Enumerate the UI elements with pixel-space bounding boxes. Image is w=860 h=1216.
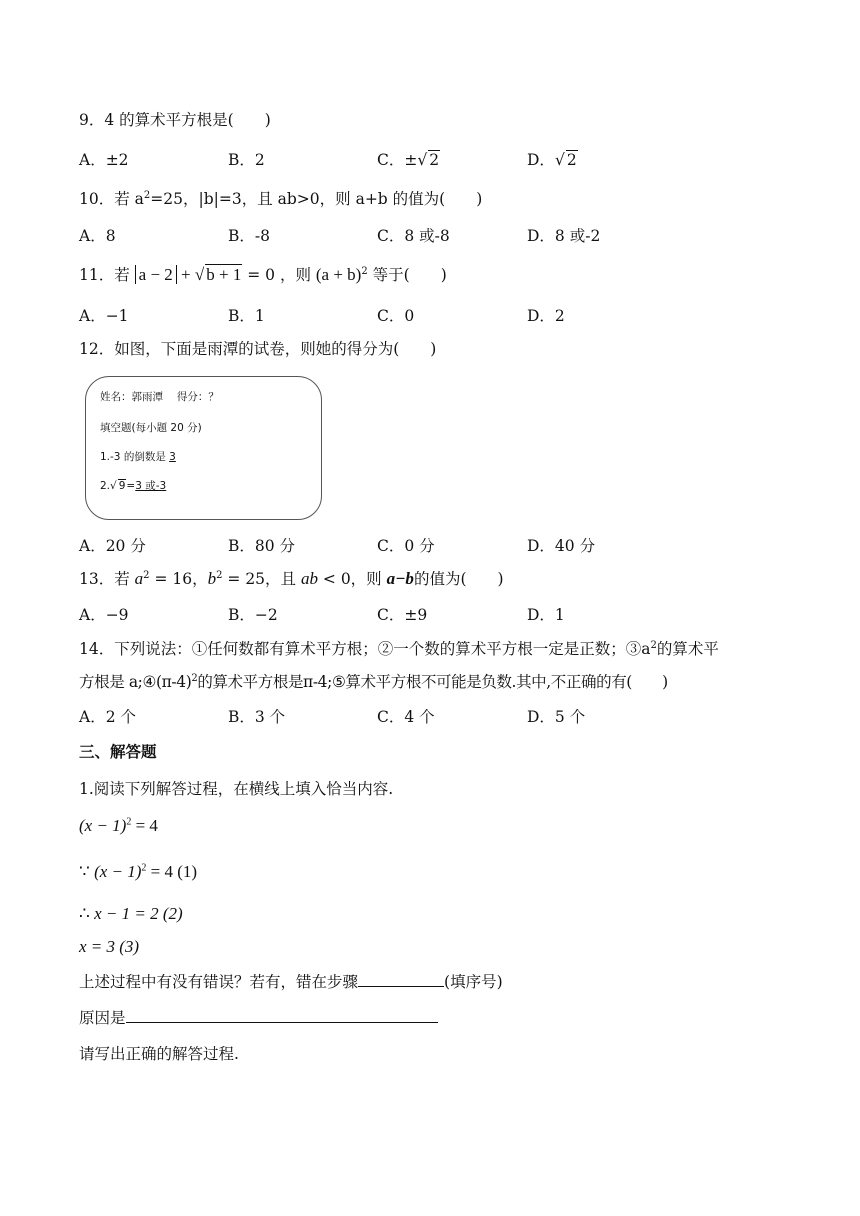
- q14-option-a: A．2 个: [79, 708, 136, 726]
- q12-option-a: A．20 分: [79, 537, 146, 555]
- error-question-suffix: (填序号): [444, 973, 503, 991]
- q10-option-d: D．8 或-2: [527, 227, 601, 245]
- q10-stem-part2: =25，|b|=3，且 ab>0，则 a+b 的值为( ): [150, 190, 483, 208]
- q11-equals: = 0 ，则: [242, 266, 316, 284]
- equation-1-sup: 2: [141, 862, 147, 874]
- q13-sup-1: 2: [143, 569, 150, 581]
- q11-stem-part2: 等于( ): [367, 266, 447, 284]
- q14-option-c: C．4 个: [377, 708, 435, 726]
- equation-0-sup: 2: [126, 816, 132, 828]
- q10-option-c: C．8 或-8: [377, 227, 450, 245]
- equation-0: [79, 815, 158, 837]
- q13-eq-1: = 16，: [149, 570, 208, 588]
- exam-paper-card: [85, 376, 322, 520]
- q13-stem-part2: 的值为( ): [413, 570, 504, 588]
- therefore-symbol: ∴: [79, 904, 95, 923]
- equation-1-lhs: (x − 1): [94, 862, 142, 881]
- sqrt-sign: √ 2: [554, 151, 577, 169]
- q13-stem: [79, 568, 504, 590]
- equation-3: x = 3 (3): [79, 937, 140, 956]
- q9-option-b: B．2: [228, 151, 265, 169]
- error-question: [79, 971, 503, 993]
- q14-option-d: D．5 个: [527, 708, 586, 726]
- q14-option-b: B．3 个: [228, 708, 286, 726]
- q13-var-b: b: [207, 569, 217, 588]
- card-item-2: [100, 478, 166, 493]
- card-item-2-radicand: 9: [118, 480, 126, 492]
- q11-option-a: A．−1: [79, 307, 129, 325]
- card-item-2-answer: 3 或-3: [135, 480, 167, 492]
- equation-1-rhs: = 4 (1): [146, 862, 198, 881]
- equation-0-lhs: (x − 1): [79, 816, 127, 835]
- section-heading: 三、解答题: [79, 743, 157, 761]
- q14-line2-part2: 的算术平方根是π-4;⑤算术平方根不可能是负数.其中,不正确的有( ): [197, 673, 668, 691]
- reason-answer-blank[interactable]: [126, 1008, 438, 1023]
- q11-plus: +: [176, 265, 195, 284]
- q14-line1-part2: 的算术平: [656, 640, 719, 658]
- q11-abs-expression: a − 2: [135, 265, 177, 284]
- card-name-score: 姓名：郭雨潭 得分：？: [100, 391, 219, 403]
- q14-stem-line1: [79, 638, 719, 660]
- q9-option-a: A．±2: [79, 151, 129, 169]
- q13-eq-2: = 25，且: [222, 570, 301, 588]
- equation-2-body: x − 1 = 2 (2): [94, 904, 183, 923]
- sqrt-sign: √ 2: [417, 151, 440, 169]
- q13-expression: a−b: [386, 569, 414, 588]
- q9-option-d: [527, 149, 578, 171]
- q13-var-ab: ab: [300, 569, 318, 588]
- q14-line2-part1: 方根是 a;④(π-4): [79, 673, 192, 691]
- card-item-1-answer: 3: [169, 451, 176, 463]
- card-item-1: [100, 449, 176, 464]
- q10-stem: [79, 188, 482, 210]
- q11-option-d: D．2: [527, 307, 565, 325]
- sqrt-sign: √ 9: [110, 480, 126, 492]
- q13-sup-2: 2: [216, 569, 223, 581]
- q13-option-d: D．1: [527, 606, 565, 624]
- q13-option-b: B．−2: [228, 606, 278, 624]
- q9-option-d-prefix: D．: [527, 151, 555, 169]
- reason-label: 原因是: [79, 1009, 126, 1027]
- sqrt-sign: √ b + 1: [194, 265, 242, 284]
- q13-option-a: A．−9: [79, 606, 129, 624]
- reason-line: [79, 1007, 438, 1029]
- q14-stem-line2: [79, 671, 668, 693]
- because-symbol: ∵: [79, 862, 95, 881]
- card-section-title: 填空题(每小题 20 分): [100, 422, 202, 434]
- q14-line2-sup: 2: [191, 672, 198, 684]
- q12-option-b: B．80 分: [228, 537, 296, 555]
- q11-stem: [79, 264, 447, 286]
- q12-stem: 12．如图，下面是雨潭的试卷，则她的得分为( ): [79, 340, 437, 358]
- q9-option-c-prefix: C．±: [377, 151, 418, 169]
- card-item-1-text: 1.-3 的倒数是: [100, 451, 170, 463]
- section3-prompt: 1.阅读下列解答过程，在横线上填入恰当内容.: [79, 780, 394, 798]
- q10-option-b: B．-8: [228, 227, 270, 245]
- q13-ineq: < 0，则: [317, 570, 387, 588]
- q10-option-a: A．8: [79, 227, 116, 245]
- card-item-2-equals: =: [126, 480, 136, 492]
- q13-stem-part1: 13．若: [79, 570, 135, 588]
- q12-option-d: D．40 分: [527, 537, 596, 555]
- q11-radicand: b + 1: [206, 265, 242, 284]
- equation-2: [79, 903, 183, 925]
- q13-option-c: C．±9: [377, 606, 428, 624]
- instruction-line: 请写出正确的解答过程.: [79, 1045, 239, 1063]
- q9-option-c-radicand: 2: [429, 151, 440, 169]
- q11-option-b: B．1: [228, 307, 265, 325]
- q11-option-c: C．0: [377, 307, 415, 325]
- error-question-text: 上述过程中有没有错误？若有，错在步骤: [79, 973, 359, 991]
- q13-var-a: a: [134, 569, 144, 588]
- q9-option-d-radicand: 2: [566, 151, 577, 169]
- q14-line1-part1: 14．下列说法：①任何数都有算术平方根；②一个数的算术平方根一定是正数；③a: [79, 640, 651, 658]
- q9-option-c: [377, 149, 440, 171]
- q10-stem-part1: 10．若 a: [79, 190, 144, 208]
- q10-stem-sup: 2: [143, 189, 151, 201]
- q11-paren-expression: (a + b): [315, 265, 362, 284]
- q11-sup: 2: [361, 265, 368, 277]
- q11-stem-part1: 11．若: [79, 266, 135, 284]
- step-answer-blank[interactable]: [358, 972, 444, 987]
- card-item-2-num: 2.: [100, 480, 111, 492]
- q14-line1-sup: 2: [650, 639, 657, 651]
- equation-1: [79, 861, 197, 883]
- q9-stem: 9．4 的算术平方根是( ): [79, 111, 271, 129]
- q12-option-c: C．0 分: [377, 537, 435, 555]
- equation-0-rhs: = 4: [131, 816, 158, 835]
